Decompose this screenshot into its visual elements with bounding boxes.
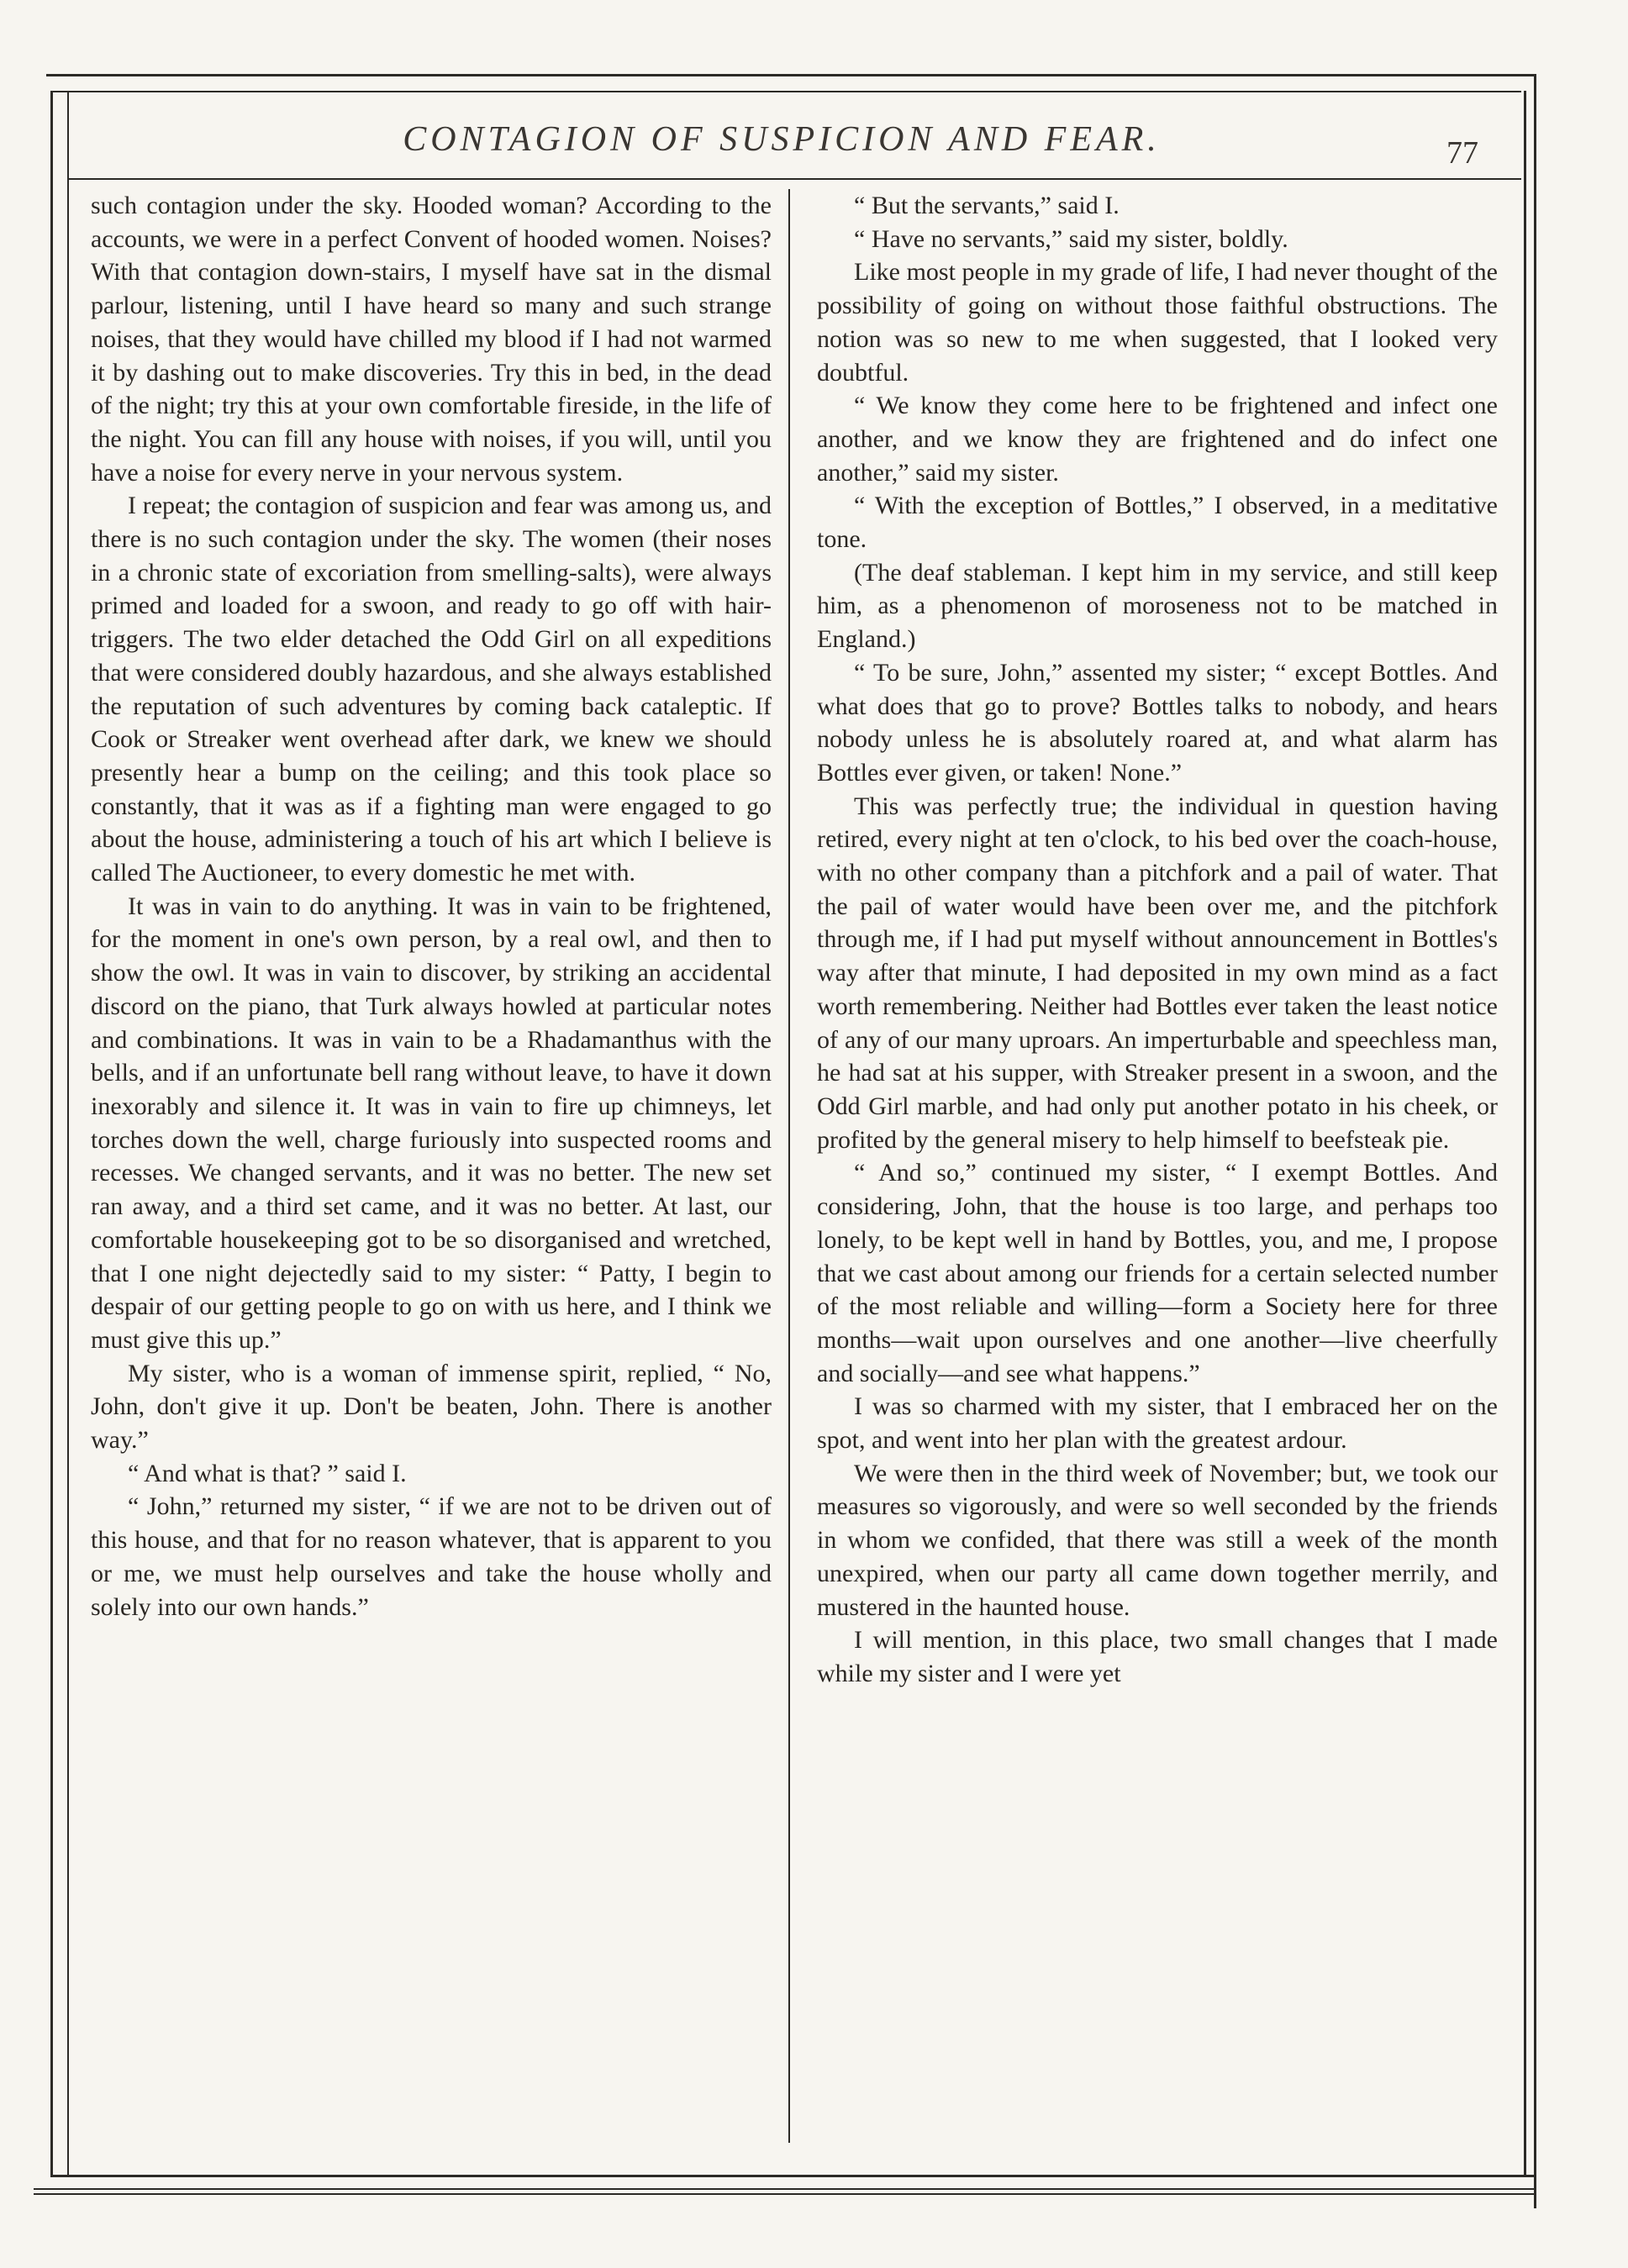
paragraph: “ But the servants,” said I. [854,192,1120,219]
right-column [817,189,1498,1691]
page-number: 77 [1446,135,1478,171]
paragraph: “ And so,” continued my sister, “ I exempt Bottles. And considering, John, that the house is too large, and perhaps too lonely, to be kept well in hand by Bottles, you, and me, I propose that we cast about among our friends for a certain selected number of the most reliable and willing—form a Society here for three months—wait upon ourselves and one another—live cheerfully and socially—and see what happens.” [817,1159,1498,1387]
running-header-title: CONTAGION OF SUSPICION AND FEAR. [403,120,1161,159]
bottom-outer-rule-2 [34,2193,1536,2195]
paragraph: “ And what is that? ” said I. [128,1459,407,1487]
outer-frame-right [1534,74,1536,2208]
paragraph: Like most people in my grade of life, I had never thought of the possibility of going on without those faithful obstructions. The notion was so new to me when suggested, that I looked very doubtful. [817,258,1498,387]
paragraph: “ We know they come here to be frightened and infect one another, and we know they are frightened and do infect one another,” said my sister. [817,392,1498,487]
paragraph: I will mention, in this place, two small changes that I made while my sister and I were yet [817,1626,1498,1687]
paragraph: “ Have no servants,” said my sister, boldly. [854,224,1288,253]
column-divider [788,189,790,2143]
paragraph: “ With the exception of Bottles,” I observed, in a meditative tone. [817,492,1498,554]
paragraph: We were then in the third week of November; but, we took our measures so vigorously, and were so well seconded by the friends in whom we confided, that there was still a week of the month unexpired, when our party all came down together merrily, and mustered in the haunted house. [817,1459,1498,1621]
paragraph: My sister, who is a woman of immense spirit, replied, “ No, John, don't give it up. Don't be beaten, John. There is another way.” [91,1359,772,1455]
bottom-inner-rule [50,2175,1535,2177]
left-column [91,189,772,1623]
top-outer-rule [46,74,1536,76]
paragraph: I was so charmed with my sister, that I embraced her on the spot, and went into her plan with the greatest ardour. [817,1392,1498,1455]
paragraph: “ To be sure, John,” assented my sister; “ except Bottles. And what does that go to prove? Bottles talks to nobody, and hears nobody unless he is absolutely roared at, and what alarm has Bottles ever given, or taken! None.” [817,658,1498,787]
inner-frame-left [67,91,69,2175]
paragraph: (The deaf stableman. I kept him in my service, and still keep him, as a phenomenon of moroseness not to be matched in England.) [817,558,1498,654]
paragraph: This was perfectly true; the individual in question having retired, every night at ten o'clock, to his bed over the coach-house, with no other company than a pitchfork and a pail of water. That the pail of water would have been over me, and the pitchfork through me, if I had put myself without announcement in Bottles's way after that minute, I had deposited in my own mind as a fact worth remembering. Neither had Bottles ever taken the least notice of any of our many uproars. An imperturbable and speechless man, he had sat at his supper, with Streaker present in a swoon, and the Odd Girl marble, and had only put another potato in his cheek, or profited by the general misery to help himself to beefsteak pie. [817,792,1498,1154]
paragraph: such contagion under the sky. Hooded woman? According to the accounts, we were in a perfect Convent of hooded women. Noises? With that contagion down-stairs, I myself have sat in the dismal parlour, listening, until I have heard so many and such strange noises, that they would have chilled my blood if I had not warmed it by dashing out to make discoveries. Try this in bed, in the dead of the night; try this at your own comfortable fireside, in the life of the night. You can fill any house with noises, if you will, until you have a noise for every nerve in your nervous system. [91,192,772,487]
paragraph: I repeat; the contagion of suspicion and fear was among us, and there is no such contagion under the sky. The women (their noses in a chronic state of excoriation from smelling-salts), were always primed and loaded for a swoon, and ready to go off with hair-triggers. The two elder detached the Odd Girl on all expeditions that were considered doubly hazardous, and she always established the reputation of such adventures by coming back cataleptic. If Cook or Streaker went overhead after dark, we knew we should presently hear a bump on the ceiling; and this took place so constantly, that it was as if a fighting man were engaged to go about the house, administering a touch of his art which I believe is called The Auctioneer, to every domestic he met with. [91,492,772,887]
paragraph: “ John,” returned my sister, “ if we are not to be driven out of this house, and that for no reason whatever, that is apparent to you or me, we must help ourselves and take the house wholly and solely into our own hands.” [91,1492,772,1621]
paragraph: It was in vain to do anything. It was in vain to be frightened, for the moment in one's own person, by a real owl, and then to show the owl. It was in vain to discover, by striking an accidental discord on the piano, that Turk always howled at particular notes and combinations. It was in vain to be a Rhadamanthus with the bells, and if an unfortunate bell rang without leave, to have it down inexorably and silence it. It was in vain to fire up chimneys, let torches down the well, charge furiously into suspected rooms and recesses. We changed servants, and it was no better. The new set ran away, and a third set came, and it was no better. At last, our comfortable housekeeping got to be so disorganised and wretched, that I one night dejectedly said to my sister: “ Patty, I begin to despair of our getting people to go on with us here, and I think we must give this up.” [91,892,772,1354]
bottom-outer-rule [34,2188,1536,2190]
